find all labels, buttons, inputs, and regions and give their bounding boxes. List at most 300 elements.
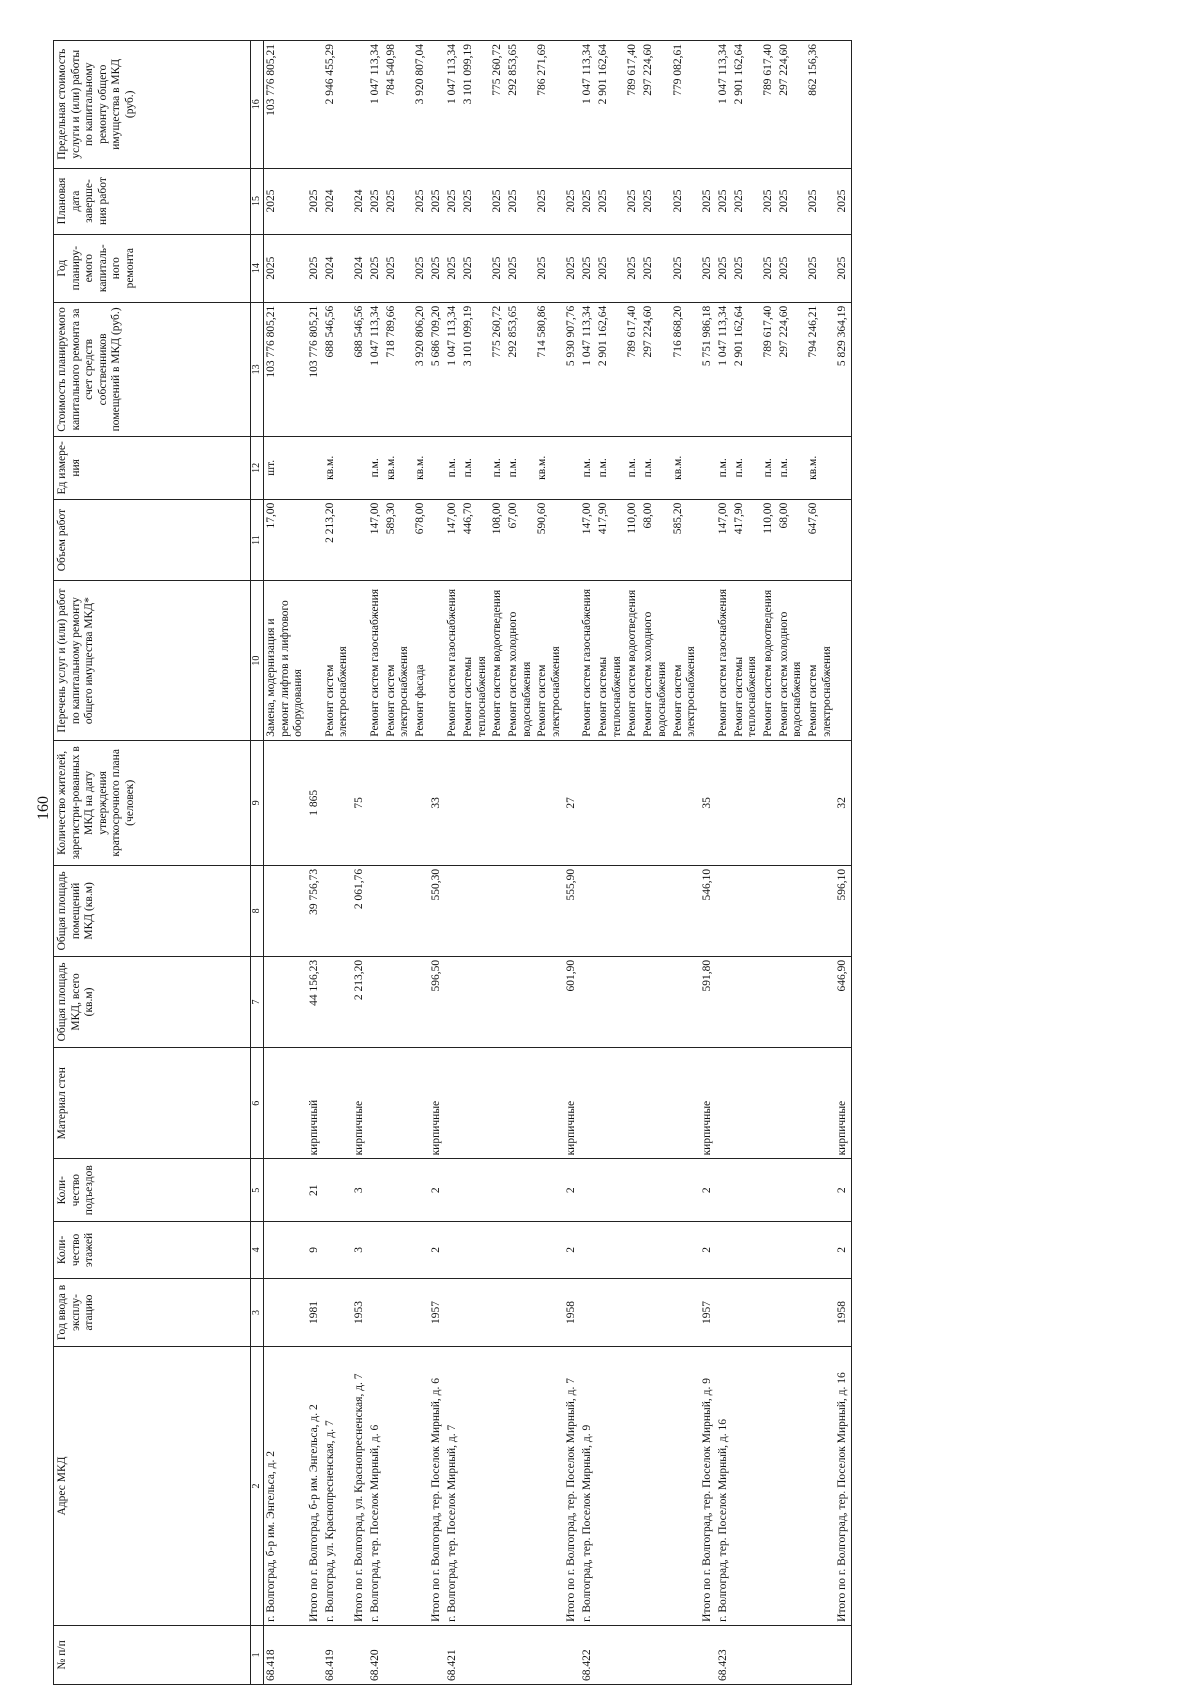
- table-cell: п.м.: [580, 437, 596, 500]
- table-cell: [700, 499, 716, 581]
- table-cell: [641, 1221, 670, 1278]
- table-cell: 2025: [716, 168, 732, 234]
- table-cell: [564, 41, 580, 169]
- table-cell: [368, 956, 384, 1047]
- column-header: Количество жителей, зарегистри-рованных в МКД на дату утверждения краткосрочного плана (человек): [54, 740, 251, 865]
- table-cell: 779 082,61: [671, 41, 700, 169]
- table-cell: [761, 1221, 777, 1278]
- table-cell: [429, 41, 445, 169]
- column-header: Плановая дата заверше-ния работ: [54, 168, 251, 234]
- table-cell: [835, 1625, 852, 1684]
- table-row: [625, 41, 641, 1685]
- table-cell: [596, 1625, 625, 1684]
- table-cell: [461, 1278, 490, 1346]
- table-cell: [461, 1625, 490, 1684]
- table-cell: 2 901 162,64: [732, 302, 761, 436]
- table-cell: [461, 1347, 490, 1626]
- table-cell: [671, 1047, 700, 1158]
- table-cell: 2: [700, 1221, 716, 1278]
- table-cell: [323, 1221, 352, 1278]
- table-cell: 2024: [323, 234, 352, 302]
- table-cell: 2 213,20: [352, 956, 368, 1047]
- column-number: 7: [251, 956, 264, 1047]
- table-cell: 2 213,20: [323, 499, 352, 581]
- table-cell: [535, 1221, 564, 1278]
- table-cell: 2 946 455,29: [323, 41, 352, 169]
- table-cell: [506, 1047, 535, 1158]
- table-cell: [625, 865, 641, 956]
- page-number: 160: [35, 796, 52, 820]
- table-cell: [761, 1625, 777, 1684]
- table-cell: Ремонт систем газоснабжения: [445, 581, 461, 740]
- table-cell: 417,90: [732, 499, 761, 581]
- table-cell: Ремонт системы теплоснабжения: [461, 581, 490, 740]
- table-cell: 2025: [835, 168, 852, 234]
- table-cell: [716, 1221, 732, 1278]
- table-cell: 5 829 364,19: [835, 302, 852, 436]
- table-cell: г. Волгоград, тер. Поселок Мирный, д. 9: [580, 1347, 596, 1626]
- table-cell: 110,00: [625, 499, 641, 581]
- table-cell: 550,30: [429, 865, 445, 956]
- table-cell: 2025: [596, 168, 625, 234]
- table-cell: [625, 1347, 641, 1626]
- table-cell: кв.м.: [384, 437, 413, 500]
- table-cell: 789 617,40: [761, 41, 777, 169]
- column-header: Стоимость планируемого капитального ремонта за счет средств собственников помещений в МКД (руб.): [54, 302, 251, 436]
- table-cell: кв.м.: [535, 437, 564, 500]
- table-cell: [506, 1625, 535, 1684]
- table-cell: [506, 1221, 535, 1278]
- table-cell: [490, 1047, 506, 1158]
- table-cell: 2025: [429, 168, 445, 234]
- table-cell: 1 047 113,34: [580, 41, 596, 169]
- table-cell: [732, 1221, 761, 1278]
- table-cell: [445, 956, 461, 1047]
- table-cell: 2025: [490, 234, 506, 302]
- table-cell: 2: [564, 1159, 580, 1222]
- table-cell: Ремонт систем холодного водоснабжения: [506, 581, 535, 740]
- table-cell: 2: [835, 1221, 852, 1278]
- table-cell: п.м.: [461, 437, 490, 500]
- table-cell: 3 920 807,04: [413, 41, 429, 169]
- table-row: [596, 41, 625, 1685]
- table-cell: [806, 1221, 835, 1278]
- table-cell: [490, 1625, 506, 1684]
- table-cell: Итого по г. Волгоград, ул. Краснопресненская, д. 7: [352, 1347, 368, 1626]
- table-row: [352, 41, 368, 1685]
- rotated-page: [53, 40, 1168, 1685]
- table-cell: 1 047 113,34: [368, 41, 384, 169]
- table-cell: 646,90: [835, 956, 852, 1047]
- table-cell: [413, 1221, 429, 1278]
- table-cell: шт.: [264, 437, 307, 500]
- table-cell: 108,00: [490, 499, 506, 581]
- table-cell: 2025: [461, 234, 490, 302]
- table-cell: 2025: [413, 234, 429, 302]
- table-cell: [323, 740, 352, 865]
- table-cell: [535, 956, 564, 1047]
- table-cell: 68.422: [580, 1625, 596, 1684]
- table-cell: 17,00: [264, 499, 307, 581]
- table-cell: [429, 499, 445, 581]
- table-cell: 2025: [625, 234, 641, 302]
- table-cell: [641, 956, 670, 1047]
- table-cell: [564, 1625, 580, 1684]
- table-cell: 601,90: [564, 956, 580, 1047]
- table-cell: [761, 1278, 777, 1346]
- table-cell: 678,00: [413, 499, 429, 581]
- table-cell: 585,20: [671, 499, 700, 581]
- table-cell: [352, 1625, 368, 1684]
- column-header: Коли-чество этажей: [54, 1221, 251, 1278]
- table-cell: 3: [352, 1159, 368, 1222]
- table-row: [445, 41, 461, 1685]
- table-cell: Ремонт систем холодного водоснабжения: [777, 581, 806, 740]
- table-cell: [368, 1278, 384, 1346]
- table-cell: [352, 41, 368, 169]
- table-cell: 27: [564, 740, 580, 865]
- table-cell: 292 853,65: [506, 41, 535, 169]
- table-cell: 2025: [732, 168, 761, 234]
- table-cell: 714 580,86: [535, 302, 564, 436]
- table-cell: [835, 581, 852, 740]
- table-cell: Ремонт систем электроснабжения: [323, 581, 352, 740]
- table-cell: 2025: [700, 168, 716, 234]
- table-cell: 68.423: [716, 1625, 732, 1684]
- column-header: Объем работ: [54, 499, 251, 581]
- table-cell: 2025: [564, 168, 580, 234]
- table-cell: [264, 740, 307, 865]
- table-cell: [307, 41, 323, 169]
- table-cell: 75: [352, 740, 368, 865]
- column-header: Коли-чество подъездов: [54, 1159, 251, 1222]
- column-number: 16: [251, 41, 264, 169]
- table-cell: 2025: [264, 168, 307, 234]
- table-cell: г. Волгоград, ул. Краснопресненская, д. 7: [323, 1347, 352, 1626]
- table-cell: [564, 499, 580, 581]
- table-cell: 1 047 113,34: [368, 302, 384, 436]
- table-cell: [671, 1221, 700, 1278]
- table-row: [641, 41, 670, 1685]
- table-body: [264, 41, 852, 1685]
- table-cell: [506, 865, 535, 956]
- table-cell: 67,00: [506, 499, 535, 581]
- table-cell: Ремонт систем электроснабжения: [806, 581, 835, 740]
- table-cell: 2: [835, 1159, 852, 1222]
- column-number: 6: [251, 1047, 264, 1158]
- table-row: [700, 41, 716, 1685]
- table-cell: 68.418: [264, 1625, 307, 1684]
- table-cell: [625, 1625, 641, 1684]
- table-cell: [806, 740, 835, 865]
- table-cell: 2025: [429, 234, 445, 302]
- table-cell: 589,30: [384, 499, 413, 581]
- table-cell: 2025: [264, 234, 307, 302]
- table-cell: Ремонт систем холодного водоснабжения: [641, 581, 670, 740]
- table-cell: [413, 1047, 429, 1158]
- column-number: 5: [251, 1159, 264, 1222]
- table-cell: 2025: [461, 168, 490, 234]
- table-cell: [535, 1047, 564, 1158]
- table-cell: Ремонт систем водоотведения: [490, 581, 506, 740]
- table-cell: [445, 865, 461, 956]
- table-cell: [413, 1278, 429, 1346]
- table-cell: [580, 1221, 596, 1278]
- table-cell: 147,00: [445, 499, 461, 581]
- table-cell: [625, 956, 641, 1047]
- table-cell: [490, 1159, 506, 1222]
- column-number-row: [251, 41, 264, 1685]
- table-cell: [352, 499, 368, 581]
- table-cell: [490, 740, 506, 865]
- table-cell: 2025: [641, 168, 670, 234]
- table-cell: 68,00: [777, 499, 806, 581]
- table-cell: [429, 581, 445, 740]
- table-cell: 32: [835, 740, 852, 865]
- table-cell: [732, 956, 761, 1047]
- table-cell: [323, 865, 352, 956]
- table-cell: [384, 1159, 413, 1222]
- table-cell: [777, 1278, 806, 1346]
- table-cell: 1 047 113,34: [445, 302, 461, 436]
- table-cell: Ремонт систем электроснабжения: [535, 581, 564, 740]
- table-cell: [535, 1347, 564, 1626]
- table-cell: 297 224,60: [777, 302, 806, 436]
- table-cell: [625, 1047, 641, 1158]
- table-cell: 292 853,65: [506, 302, 535, 436]
- table-cell: п.м.: [490, 437, 506, 500]
- table-cell: [806, 1159, 835, 1222]
- table-cell: Ремонт систем электроснабжения: [384, 581, 413, 740]
- table-cell: 1958: [564, 1278, 580, 1346]
- table-cell: 1953: [352, 1278, 368, 1346]
- table-cell: 2 901 162,64: [732, 41, 761, 169]
- table-cell: 688 546,56: [323, 302, 352, 436]
- column-number: 9: [251, 740, 264, 865]
- table-row: [671, 41, 700, 1685]
- column-header: Год ввода в эксплу-атацию: [54, 1278, 251, 1346]
- table-cell: [368, 865, 384, 956]
- table-cell: [641, 1159, 670, 1222]
- table-cell: 2025: [761, 234, 777, 302]
- table-cell: [777, 1159, 806, 1222]
- table-cell: [777, 956, 806, 1047]
- table-cell: [596, 1047, 625, 1158]
- table-cell: 1 047 113,34: [716, 302, 732, 436]
- table-cell: [413, 956, 429, 1047]
- table-cell: [506, 1347, 535, 1626]
- table-cell: [671, 1278, 700, 1346]
- table-cell: 2024: [323, 168, 352, 234]
- table-cell: [429, 437, 445, 500]
- table-cell: кирпичный: [307, 1047, 323, 1158]
- table-cell: [445, 1221, 461, 1278]
- table-row: [761, 41, 777, 1685]
- table-row: [307, 41, 323, 1685]
- table-cell: [716, 1047, 732, 1158]
- table-cell: [368, 1221, 384, 1278]
- table-cell: п.м.: [625, 437, 641, 500]
- table-cell: [506, 1159, 535, 1222]
- column-header: Адрес МКД: [54, 1347, 251, 1626]
- column-header: Общая площадь МКД, всего (кв.м): [54, 956, 251, 1047]
- table-cell: [641, 1278, 670, 1346]
- table-cell: 596,10: [835, 865, 852, 956]
- table-cell: 775 260,72: [490, 41, 506, 169]
- table-cell: кирпичные: [700, 1047, 716, 1158]
- table-cell: [323, 1278, 352, 1346]
- table-cell: [777, 865, 806, 956]
- table-cell: 2025: [413, 168, 429, 234]
- table-cell: 2025: [777, 234, 806, 302]
- table-cell: 2025: [490, 168, 506, 234]
- table-cell: 862 156,36: [806, 41, 835, 169]
- table-cell: [761, 865, 777, 956]
- table-cell: п.м.: [641, 437, 670, 500]
- table-cell: 2025: [580, 234, 596, 302]
- table-cell: 297 224,60: [641, 302, 670, 436]
- table-cell: Итого по г. Волгоград, тер. Поселок Мирный, д. 16: [835, 1347, 852, 1626]
- table-cell: [264, 1221, 307, 1278]
- table-cell: [445, 1278, 461, 1346]
- table-cell: г. Волгоград, б-р им. Энгельса, д. 2: [264, 1347, 307, 1626]
- table-cell: 2025: [564, 234, 580, 302]
- table-cell: [641, 865, 670, 956]
- table-cell: [671, 1625, 700, 1684]
- table-cell: [461, 1159, 490, 1222]
- column-number: 3: [251, 1278, 264, 1346]
- table-cell: [368, 1047, 384, 1158]
- table-cell: 2025: [700, 234, 716, 302]
- table-cell: 596,50: [429, 956, 445, 1047]
- table-cell: 2025: [806, 168, 835, 234]
- table-cell: 1957: [700, 1278, 716, 1346]
- table-cell: 794 246,21: [806, 302, 835, 436]
- header-row: [54, 41, 251, 1685]
- column-number: 12: [251, 437, 264, 500]
- table-cell: п.м.: [777, 437, 806, 500]
- column-number: 1: [251, 1625, 264, 1684]
- table-cell: 2: [429, 1159, 445, 1222]
- table-cell: Ремонт фасада: [413, 581, 429, 740]
- table-row: [506, 41, 535, 1685]
- table-cell: [264, 865, 307, 956]
- table-cell: [307, 499, 323, 581]
- table-cell: [352, 581, 368, 740]
- column-number: 4: [251, 1221, 264, 1278]
- table-cell: Итого по г. Волгоград, тер. Поселок Мирный, д. 7: [564, 1347, 580, 1626]
- table-cell: 2025: [535, 168, 564, 234]
- table-row: [580, 41, 596, 1685]
- table-cell: кв.м.: [671, 437, 700, 500]
- table-cell: [384, 740, 413, 865]
- table-cell: [625, 740, 641, 865]
- table-cell: [445, 740, 461, 865]
- table-cell: 3 920 806,20: [413, 302, 429, 436]
- table-cell: [429, 1625, 445, 1684]
- table-cell: [641, 1347, 670, 1626]
- table-cell: 297 224,60: [777, 41, 806, 169]
- table-cell: 546,10: [700, 865, 716, 956]
- table-cell: [384, 1625, 413, 1684]
- table-cell: 2: [429, 1221, 445, 1278]
- table-cell: [413, 1625, 429, 1684]
- table-cell: 21: [307, 1159, 323, 1222]
- table-cell: п.м.: [368, 437, 384, 500]
- table-cell: [700, 437, 716, 500]
- table-cell: 5 686 709,20: [429, 302, 445, 436]
- table-cell: [461, 1047, 490, 1158]
- table-cell: [806, 1347, 835, 1626]
- table-cell: 103 776 805,21: [264, 41, 307, 169]
- table-cell: 2025: [806, 234, 835, 302]
- table-cell: [671, 865, 700, 956]
- column-number: 10: [251, 581, 264, 740]
- table-cell: [732, 1347, 761, 1626]
- table-cell: [506, 956, 535, 1047]
- table-cell: 2025: [835, 234, 852, 302]
- table-cell: [580, 740, 596, 865]
- table-cell: [580, 1047, 596, 1158]
- table-row: [323, 41, 352, 1685]
- table-cell: кирпичные: [564, 1047, 580, 1158]
- table-cell: [264, 1047, 307, 1158]
- table-cell: 68,00: [641, 499, 670, 581]
- table-cell: [596, 865, 625, 956]
- table-cell: [323, 1047, 352, 1158]
- capital-repair-table: [53, 40, 852, 1685]
- table-cell: 5 751 986,18: [700, 302, 716, 436]
- table-cell: [761, 1347, 777, 1626]
- table-cell: 147,00: [716, 499, 732, 581]
- table-cell: [413, 740, 429, 865]
- table-cell: г. Волгоград, тер. Поселок Мирный, д. 16: [716, 1347, 732, 1626]
- table-cell: [732, 1625, 761, 1684]
- table-cell: [732, 1159, 761, 1222]
- table-cell: [264, 1278, 307, 1346]
- table-cell: 2025: [671, 234, 700, 302]
- table-cell: [716, 1278, 732, 1346]
- table-cell: 2025: [671, 168, 700, 234]
- table-cell: [264, 1159, 307, 1222]
- table-cell: 2025: [625, 168, 641, 234]
- table-cell: [777, 1221, 806, 1278]
- table-cell: 2025: [580, 168, 596, 234]
- table-row: [368, 41, 384, 1685]
- table-cell: Ремонт систем газоснабжения: [368, 581, 384, 740]
- table-cell: п.м.: [732, 437, 761, 500]
- column-number: 11: [251, 499, 264, 581]
- table-row: [413, 41, 429, 1685]
- table-cell: [777, 1047, 806, 1158]
- table-cell: [716, 1159, 732, 1222]
- table-cell: 775 260,72: [490, 302, 506, 436]
- table-cell: 68.419: [323, 1625, 352, 1684]
- table-cell: [490, 865, 506, 956]
- column-header: Год планиру-емого капиталь-ного ремонта: [54, 234, 251, 302]
- table-cell: 2025: [732, 234, 761, 302]
- table-cell: 3 101 099,19: [461, 302, 490, 436]
- table-row: [777, 41, 806, 1685]
- table-cell: [413, 865, 429, 956]
- table-cell: Итого по г. Волгоград, тер. Поселок Мирный, д. 6: [429, 1347, 445, 1626]
- table-cell: [461, 956, 490, 1047]
- table-cell: [535, 740, 564, 865]
- table-cell: [461, 865, 490, 956]
- table-cell: 716 868,20: [671, 302, 700, 436]
- table-cell: [700, 1625, 716, 1684]
- table-cell: 2025: [641, 234, 670, 302]
